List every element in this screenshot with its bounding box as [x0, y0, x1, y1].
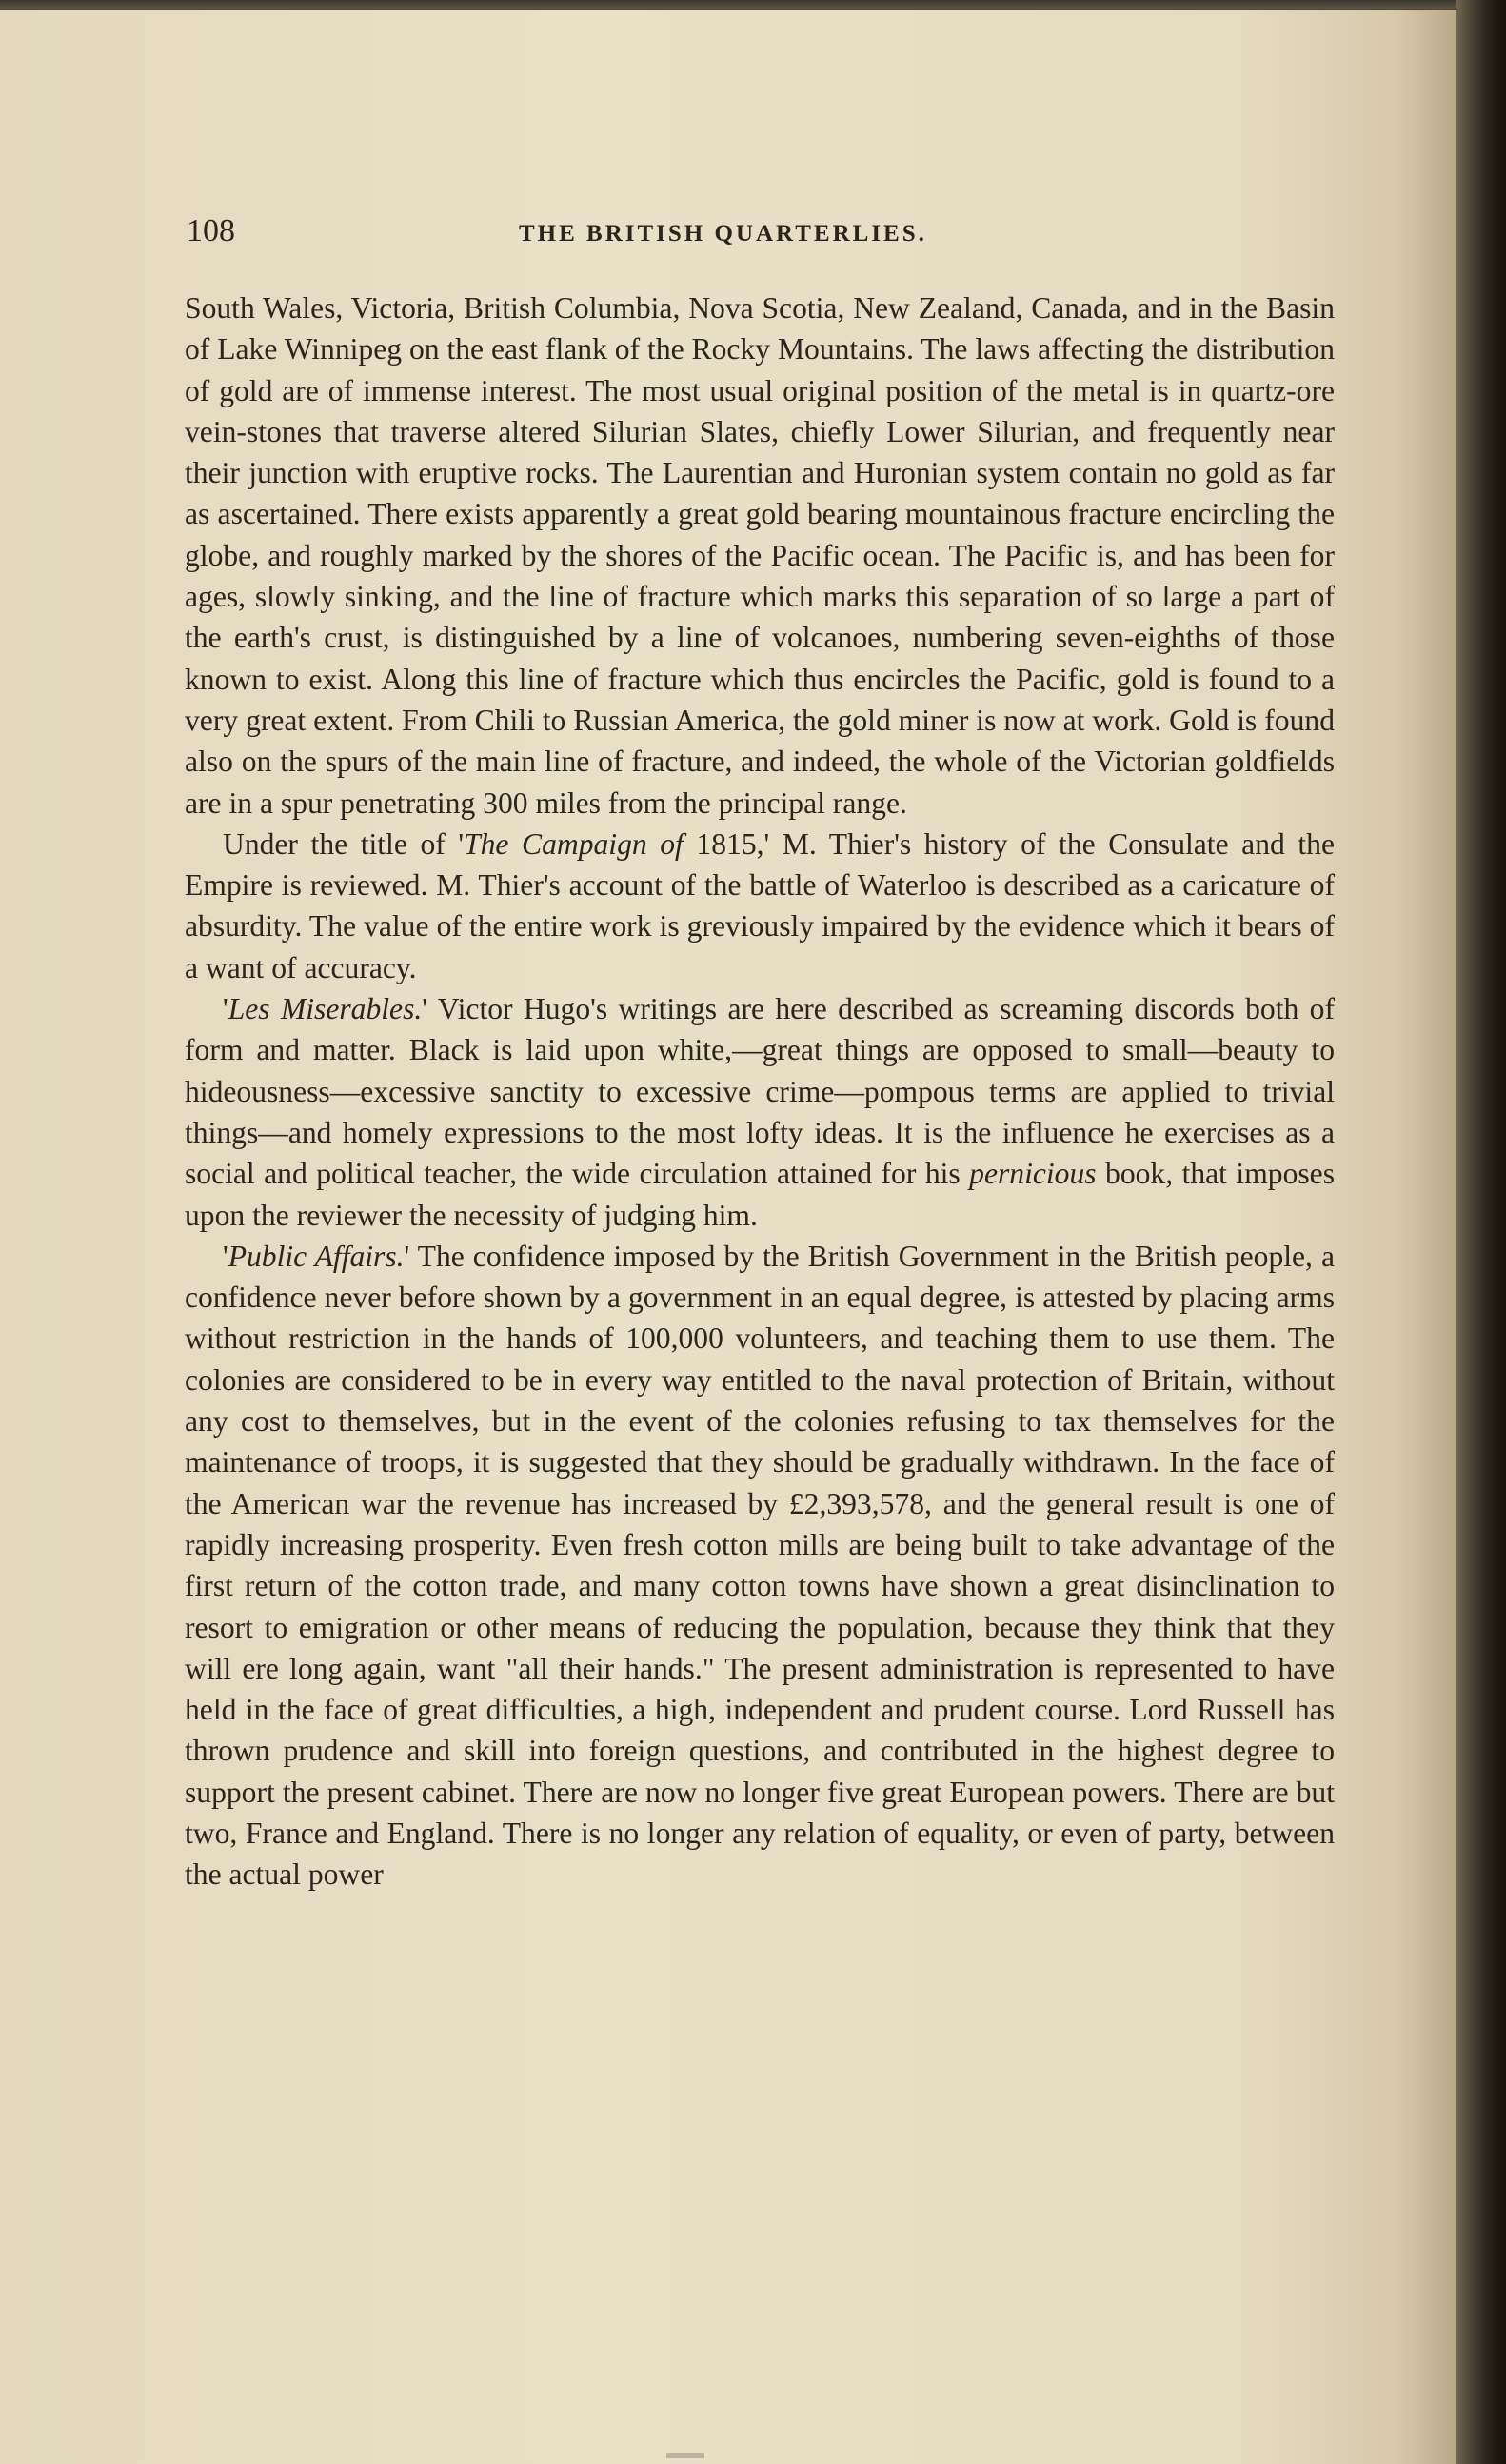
running-head: THE BRITISH QUARTERLIES. — [519, 221, 927, 247]
italic-text: The Campaign of — [464, 826, 684, 861]
italic-text: Public Affairs. — [228, 1239, 405, 1273]
text-segment: book, that imposes upon the reviewer the necessity of judging him. — [185, 1157, 1335, 1232]
text-segment: 1815,' M. Thier's history of the Consulate and the Empire is reviewed. M. Thier's account of the battle of Waterloo is described as a caricature of absurdity. The value of the entire work is greviously impaired by the evidence which it bears of a want of accuracy. — [185, 826, 1335, 984]
paragraph-p3 — [185, 988, 1335, 1236]
paragraph-p2 — [185, 824, 1335, 988]
paragraph-p1 — [185, 288, 1335, 824]
text-segment: ' — [223, 992, 228, 1026]
paragraph-p4 — [185, 1236, 1335, 1896]
text-segment: ' — [223, 1239, 228, 1273]
page-number: 108 — [187, 213, 235, 248]
italic-text: Les Miserables. — [228, 992, 423, 1026]
bottom-mark — [666, 2453, 704, 2458]
text-segment: Under the title of ' — [223, 826, 465, 861]
page-edge-shadow — [1456, 0, 1506, 2464]
italic-text: pernicious — [969, 1157, 1097, 1191]
body-text — [185, 288, 1335, 1896]
book-page — [0, 10, 1456, 2464]
page-header — [0, 211, 1456, 268]
text-segment: ' Victor Hugo's writings are here described as screaming discords both of form and matter. Black is laid upon white,—great things are opposed to small—beauty to hideousness—excessive sanctity to excessive crime—pompous terms are applied to trivial things—and homely expressions to the most lofty ideas. It is the influence he exercises as a social and political teacher, the wide circulation attained for his — [185, 992, 1335, 1191]
text-segment: South Wales, Victoria, British Columbia, Nova Scotia, New Zealand, Canada, and in the Basin of Lake Winnipeg on the east flank of the Rocky Mountains. The laws affecting the distribution of gold are of immense interest. The most usual original position of the metal is in quartz-ore vein-stones that traverse altered Silurian Slates, chiefly Lower Silurian, and frequently near their junction with eruptive rocks. The Laurentian and Huronian system contain no gold as far as ascertained. There exists apparently a great gold bearing mountainous fracture encircling the globe, and roughly marked by the shores of the Pacific ocean. The Pacific is, and has been for ages, slowly sinking, and the line of fracture which marks this separation of so large a part of the earth's crust, is distinguished by a line of volcanoes, numbering seven-eighths of those known to exist. Along this line of fracture which thus encircles the Pacific, gold is found to a very great extent. From Chili to Russian America, the gold miner is now at work. Gold is found also on the spurs of the main line of fracture, and indeed, the whole of the Victorian goldfields are in a spur penetrating 300 miles from the principal range. — [185, 291, 1335, 820]
text-segment: ' The confidence imposed by the British Government in the British people, a confidence never before shown by a government in an equal degree, is attested by placing arms without restriction in the hands of 100,000 volunteers, and teaching them to use them. The colonies are considered to be in every way entitled to the naval protection of Britain, without any cost to themselves, but in the event of the colonies refusing to tax themselves for the maintenance of troops, it is suggested that they should be gradually withdrawn. In the face of the American war the revenue has increased by £2,393,578, and the general result is one of rapidly increasing prosperity. Even fresh cotton mills are being built to take advantage of the first return of the cotton trade, and many cotton towns have shown a great disinclination to resort to emigration or other means of reducing the population, because they think that they will ere long again, want "all their hands." The present administration is represented to have held in the face of great difficulties, a high, independent and prudent course. Lord Russell has thrown prudence and skill into foreign questions, and contributed in the highest degree to support the present cabinet. There are now no longer five great European powers. There are but two, France and England. There is no longer any relation of equality, or even of party, between the actual power — [185, 1239, 1335, 1892]
